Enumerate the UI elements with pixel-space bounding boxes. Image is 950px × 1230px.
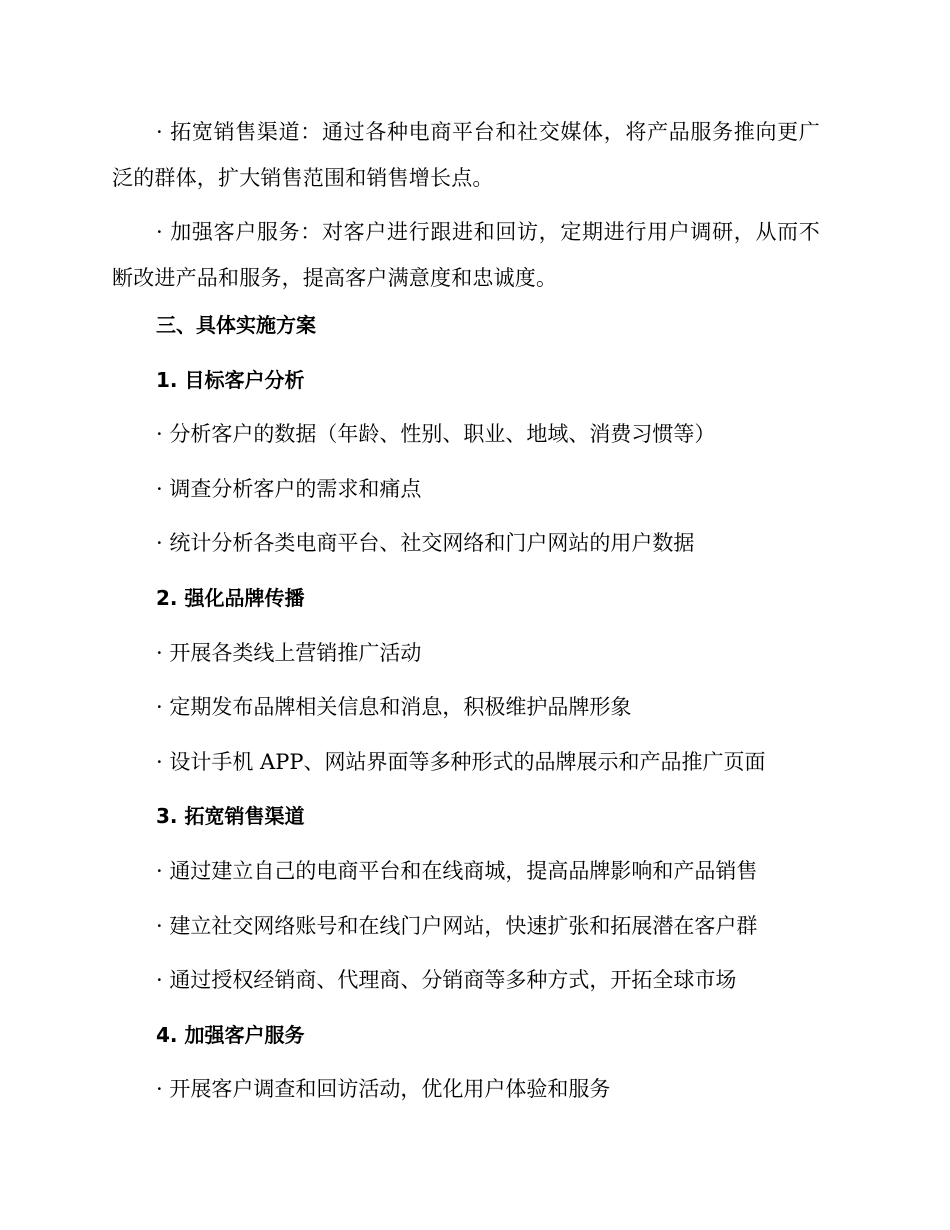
section-title: 三、具体实施方案 [156,313,316,337]
subsection-heading-target-customers: 1. 目标客户分析 [156,367,305,392]
subsection-heading-channels: 3. 拓宽销售渠道 [156,804,305,829]
subsection-heading-brand: 2. 强化品牌传播 [156,585,305,610]
paragraph-sales-channels: · 拓宽销售渠道：通过各种电商平台和社交媒体，将产品服务推向更广泛的群体，扩大销售范围和销售增长点。 [112,120,820,190]
list-item: · 通过授权经销商、代理商、分销商等多种方式，开拓全球市场 [156,968,737,993]
list-item: · 开展各类线上营销推广活动 [156,640,422,665]
list-item: · 调查分析客户的需求和痛点 [156,476,422,501]
list-item: · 设计手机 APP、网站界面等多种形式的品牌展示和产品推广页面 [156,749,766,774]
list-item: · 分析客户的数据（年龄、性别、职业、地域、消费习惯等） [156,422,716,447]
list-item: · 定期发布品牌相关信息和消息，积极维护品牌形象 [156,695,632,720]
paragraph-customer-service: · 加强客户服务：对客户进行跟进和回访，定期进行用户调研，从而不断改进产品和服务，提高客户满意度和忠诚度。 [112,220,820,290]
list-item: · 建立社交网络账号和在线门户网站，快速扩张和拓展潜在客户群 [156,913,758,938]
list-item: · 统计分析各类电商平台、社交网络和门户网站的用户数据 [156,531,695,556]
list-item: · 通过建立自己的电商平台和在线商城，提高品牌影响和产品销售 [156,858,758,883]
subsection-heading-service: 4. 加强客户服务 [156,1022,305,1047]
list-item: · 开展客户调查和回访活动，优化用户体验和服务 [156,1077,611,1102]
